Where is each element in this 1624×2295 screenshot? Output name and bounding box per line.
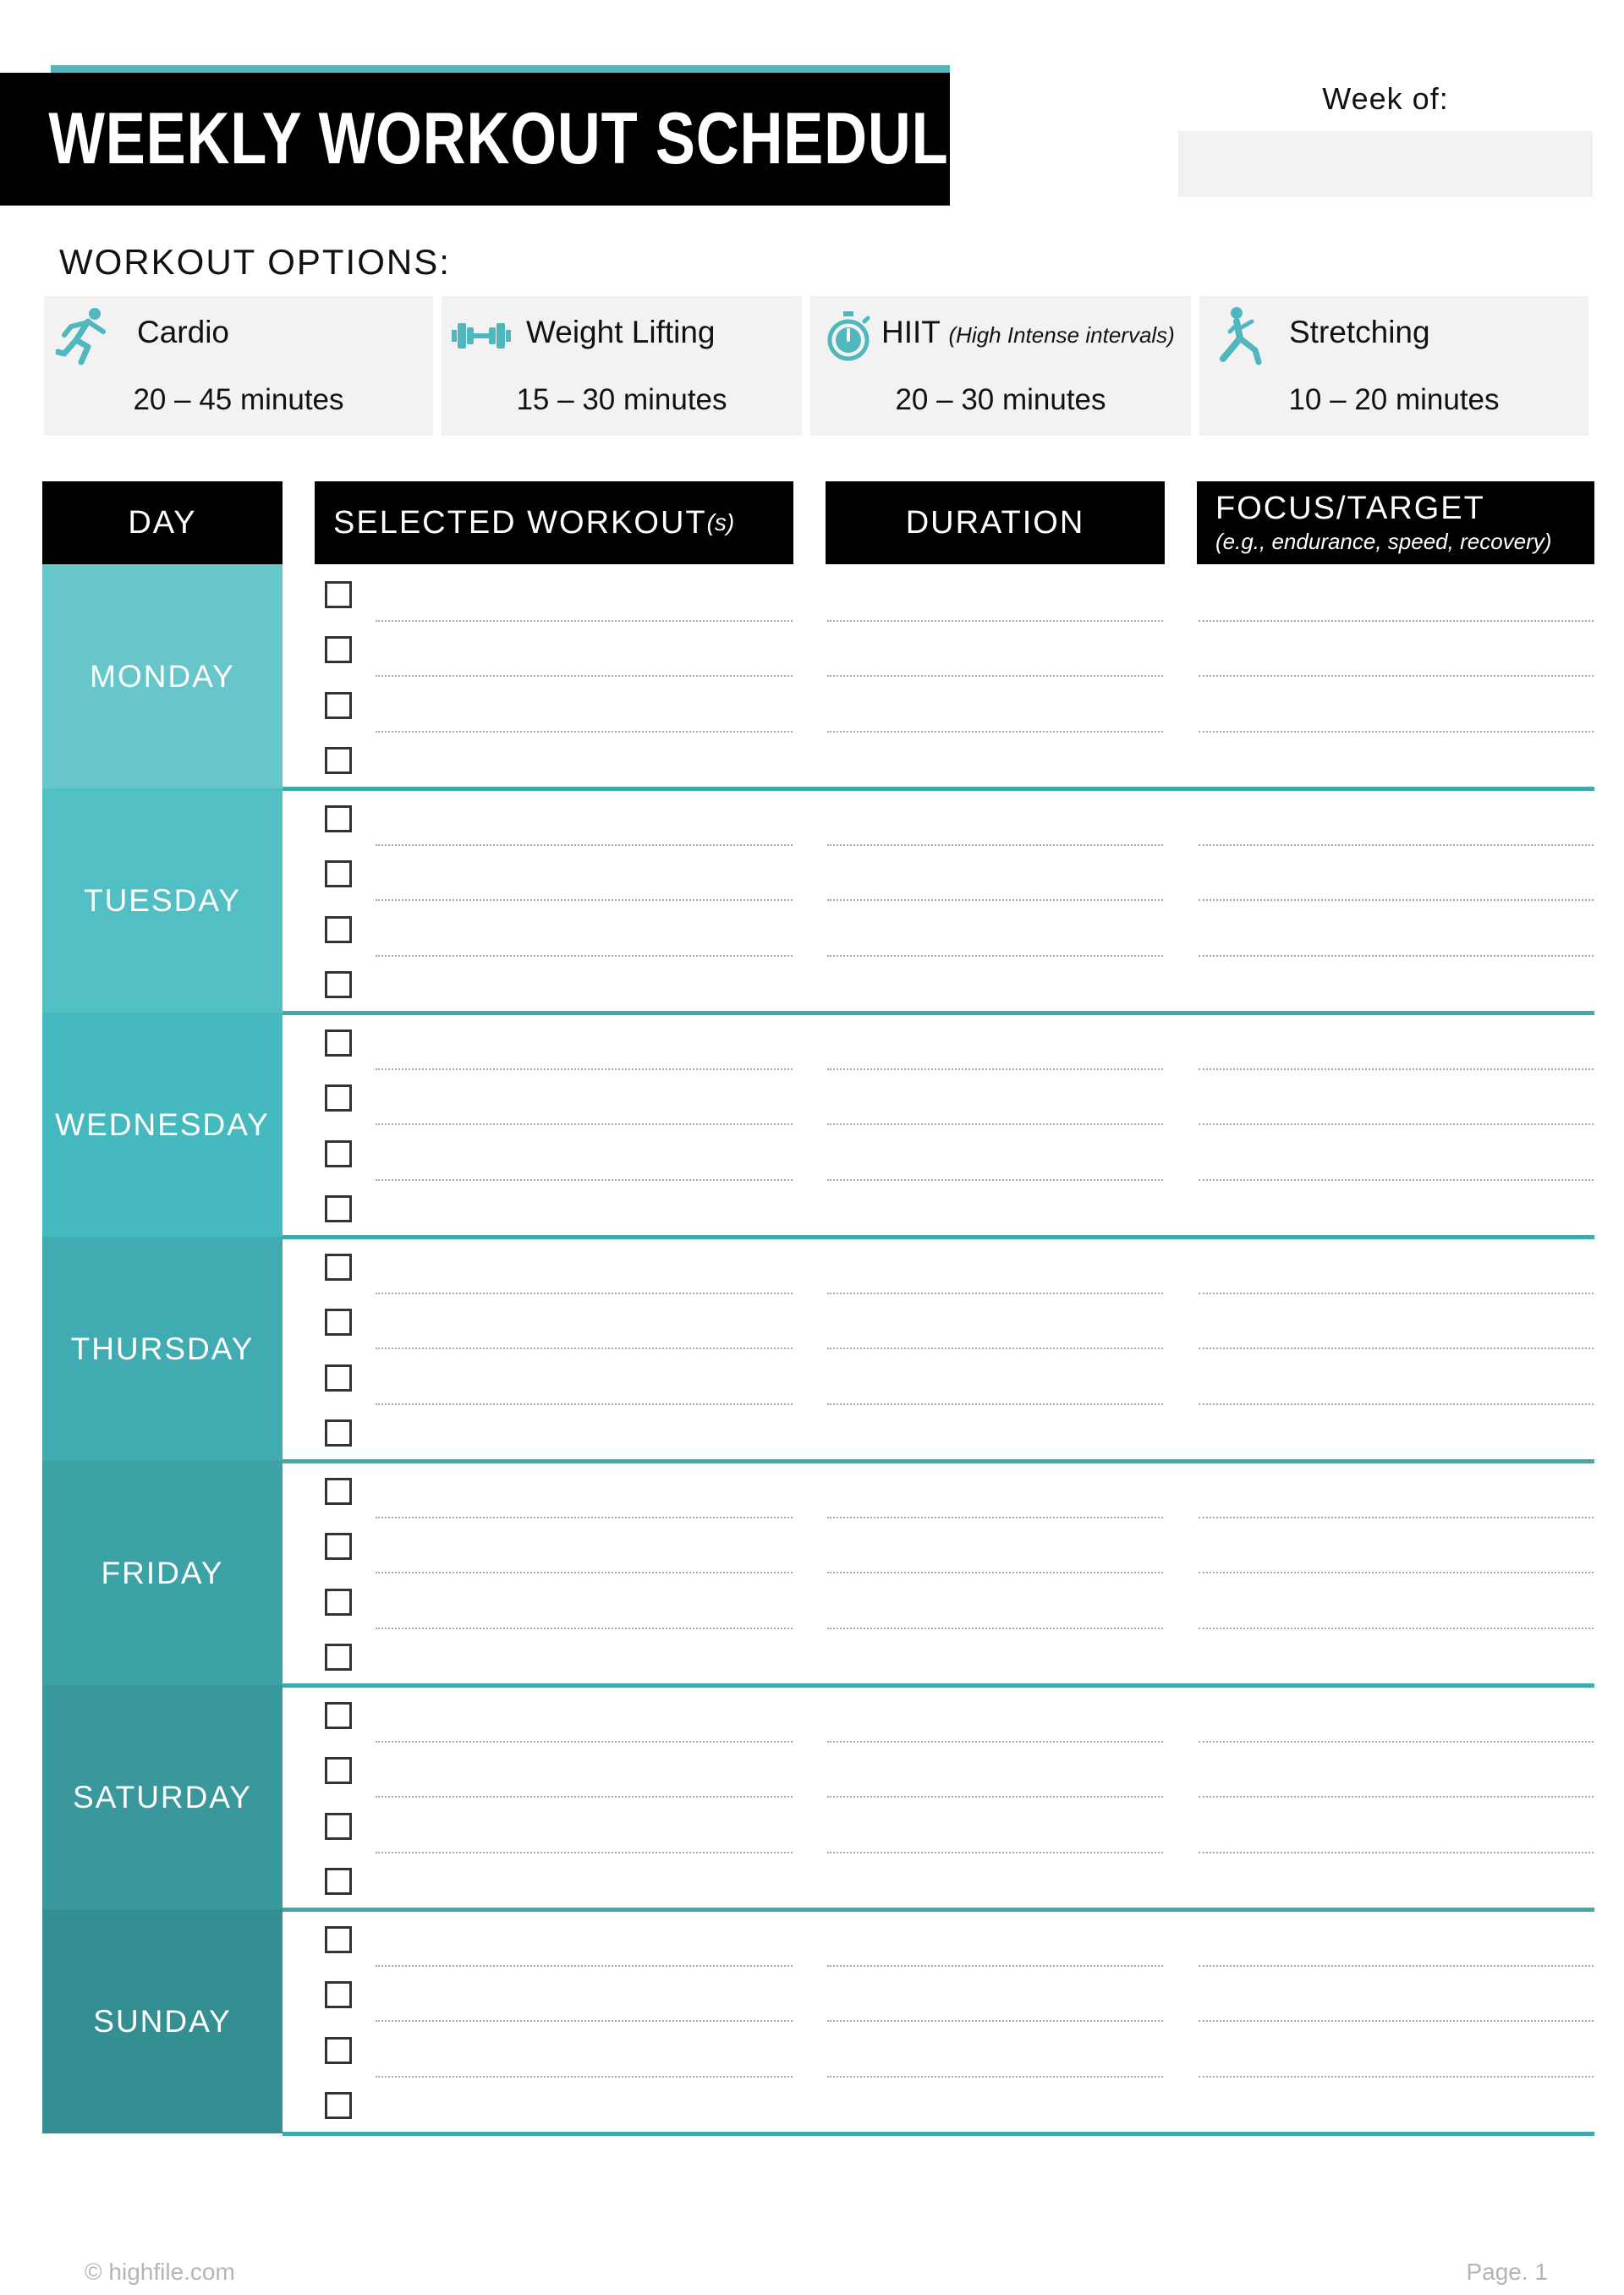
running-icon (56, 306, 112, 365)
option-name: Stretching (1289, 315, 1430, 349)
focus-line[interactable] (1199, 955, 1594, 957)
duration-line[interactable] (827, 1741, 1163, 1743)
focus-line[interactable] (1199, 675, 1594, 677)
workout-line[interactable] (376, 1179, 793, 1181)
duration-line[interactable] (827, 844, 1163, 846)
duration-line[interactable] (827, 1852, 1163, 1853)
day-row-monday (0, 564, 1624, 788)
workout-checkbox[interactable] (325, 2092, 352, 2119)
workout-line[interactable] (376, 955, 793, 957)
focus-line[interactable] (1199, 1179, 1594, 1181)
workout-checkbox[interactable] (325, 1195, 352, 1222)
week-of-field[interactable] (1178, 131, 1593, 197)
workout-checkbox[interactable] (325, 1702, 352, 1729)
workout-checkbox[interactable] (325, 747, 352, 774)
workout-checkbox[interactable] (325, 1254, 352, 1281)
day-row-tuesday (0, 788, 1624, 1013)
title-accent-bar (51, 65, 950, 73)
header-day-label: DAY (128, 504, 197, 541)
option-name: Weight Lifting (526, 315, 716, 349)
workout-line[interactable] (376, 620, 793, 622)
focus-line[interactable] (1199, 1123, 1594, 1125)
workout-line[interactable] (376, 1293, 793, 1294)
header-focus-sublabel: (e.g., endurance, speed, recovery) (1215, 529, 1552, 554)
duration-line[interactable] (827, 1517, 1163, 1518)
workout-options-title: WORKOUT OPTIONS: (59, 242, 451, 282)
focus-line[interactable] (1199, 899, 1594, 901)
day-label: MONDAY (42, 564, 283, 788)
option-duration: 15 – 30 minutes (516, 383, 727, 416)
duration-line[interactable] (827, 1965, 1163, 1967)
option-weight-lifting (442, 296, 802, 436)
header-workout-suffix: (s) (706, 509, 735, 535)
focus-line[interactable] (1199, 620, 1594, 622)
stopwatch-icon (820, 306, 876, 365)
focus-line[interactable] (1199, 731, 1594, 733)
header-focus-label: FOCUS/TARGET (1215, 491, 1485, 526)
workout-checkbox[interactable] (325, 1309, 352, 1336)
workout-checkbox[interactable] (325, 2037, 352, 2064)
focus-line[interactable] (1199, 1796, 1594, 1798)
row-divider (283, 2132, 1594, 2136)
workout-line[interactable] (376, 1068, 793, 1070)
header-duration-label: DURATION (905, 504, 1085, 541)
day-row-friday (0, 1461, 1624, 1685)
duration-line[interactable] (827, 1068, 1163, 1070)
workout-checkbox[interactable] (325, 860, 352, 887)
workout-checkbox[interactable] (325, 1981, 352, 2008)
duration-line[interactable] (827, 1123, 1163, 1125)
option-name: Cardio (137, 315, 229, 349)
header-workout-label: SELECTED WORKOUT (333, 504, 707, 541)
title-banner (0, 73, 990, 206)
option-duration: 20 – 30 minutes (895, 383, 1106, 416)
duration-line[interactable] (827, 2076, 1163, 2078)
focus-line[interactable] (1199, 1068, 1594, 1070)
workout-line[interactable] (376, 1572, 793, 1573)
workout-checkbox[interactable] (325, 1644, 352, 1671)
header-selected-workout (315, 481, 793, 564)
workout-checkbox[interactable] (325, 1757, 352, 1784)
focus-line[interactable] (1199, 1965, 1594, 1967)
workout-line[interactable] (376, 1965, 793, 1967)
focus-line[interactable] (1199, 1852, 1594, 1853)
duration-line[interactable] (827, 1403, 1163, 1405)
week-of-label: Week of: (1322, 81, 1449, 116)
day-label: THURSDAY (42, 1237, 283, 1461)
day-row-sunday (0, 1909, 1624, 2133)
workout-checkbox[interactable] (325, 1478, 352, 1505)
workout-line[interactable] (376, 899, 793, 901)
header-duration (826, 481, 1165, 564)
option-duration: 20 – 45 minutes (133, 383, 344, 416)
option-cardio (44, 296, 433, 436)
footer-page-number: Page. 1 (1466, 2259, 1548, 2285)
schedule-body (0, 564, 1624, 2150)
workout-checkbox[interactable] (325, 1533, 352, 1560)
workout-checkbox[interactable] (325, 636, 352, 663)
workout-line[interactable] (376, 1517, 793, 1518)
focus-line[interactable] (1199, 1517, 1594, 1518)
option-name-text: HIIT (881, 315, 941, 349)
day-label: TUESDAY (42, 788, 283, 1013)
workout-checkbox[interactable] (325, 1926, 352, 1953)
day-label: SATURDAY (42, 1685, 283, 1909)
workout-line[interactable] (376, 731, 793, 733)
workout-checkbox[interactable] (325, 1419, 352, 1447)
workout-line[interactable] (376, 1628, 793, 1629)
duration-line[interactable] (827, 675, 1163, 677)
focus-line[interactable] (1199, 1741, 1594, 1743)
day-row-wednesday (0, 1013, 1624, 1237)
workout-options (44, 296, 1590, 436)
option-duration: 10 – 20 minutes (1288, 383, 1500, 416)
option-hiit (810, 296, 1191, 436)
footer-copyright: © highfile.com (85, 2259, 235, 2285)
day-label: SUNDAY (42, 1909, 283, 2133)
page-title: WEEKLY WORKOUT SCHEDULE (48, 98, 990, 179)
day-label: WEDNESDAY (42, 1013, 283, 1237)
duration-line[interactable] (827, 1796, 1163, 1798)
duration-line[interactable] (827, 2020, 1163, 2022)
workout-line[interactable] (376, 675, 793, 677)
workout-line[interactable] (376, 2020, 793, 2022)
focus-line[interactable] (1199, 1572, 1594, 1573)
focus-line[interactable] (1199, 2076, 1594, 2078)
day-row-saturday (0, 1685, 1624, 1909)
workout-line[interactable] (376, 1796, 793, 1798)
workout-checkbox[interactable] (325, 1029, 352, 1057)
workout-checkbox[interactable] (325, 581, 352, 608)
option-note: (High Intense intervals) (948, 322, 1175, 348)
header-day (42, 481, 283, 564)
focus-line[interactable] (1199, 2020, 1594, 2022)
workout-checkbox[interactable] (325, 1140, 352, 1167)
focus-line[interactable] (1199, 1293, 1594, 1294)
duration-line[interactable] (827, 620, 1163, 622)
duration-line[interactable] (827, 1628, 1163, 1629)
workout-checkbox[interactable] (325, 971, 352, 998)
workout-line[interactable] (376, 1403, 793, 1405)
workout-line[interactable] (376, 1852, 793, 1853)
workout-checkbox[interactable] (325, 692, 352, 719)
option-stretching (1199, 296, 1588, 436)
day-row-thursday (0, 1237, 1624, 1461)
option-name (881, 315, 1175, 350)
workout-checkbox[interactable] (325, 1589, 352, 1616)
duration-line[interactable] (827, 1348, 1163, 1349)
duration-line[interactable] (827, 1293, 1163, 1294)
focus-line[interactable] (1199, 1348, 1594, 1349)
workout-checkbox[interactable] (325, 1084, 352, 1112)
workout-line[interactable] (376, 1348, 793, 1349)
workout-line[interactable] (376, 1123, 793, 1125)
workout-checkbox[interactable] (325, 1813, 352, 1840)
duration-line[interactable] (827, 899, 1163, 901)
duration-line[interactable] (827, 1179, 1163, 1181)
duration-line[interactable] (827, 1572, 1163, 1573)
workout-checkbox[interactable] (325, 916, 352, 943)
header-focus-target (1197, 481, 1594, 564)
workout-line[interactable] (376, 1741, 793, 1743)
workout-line[interactable] (376, 844, 793, 846)
duration-line[interactable] (827, 955, 1163, 957)
duration-line[interactable] (827, 731, 1163, 733)
workout-checkbox[interactable] (325, 1364, 352, 1392)
workout-checkbox[interactable] (325, 1868, 352, 1895)
workout-checkbox[interactable] (325, 805, 352, 832)
focus-line[interactable] (1199, 844, 1594, 846)
focus-line[interactable] (1199, 1403, 1594, 1405)
stretching-icon (1211, 306, 1267, 365)
day-label: FRIDAY (42, 1461, 283, 1685)
dumbbell-icon (450, 306, 513, 365)
focus-line[interactable] (1199, 1628, 1594, 1629)
workout-line[interactable] (376, 2076, 793, 2078)
